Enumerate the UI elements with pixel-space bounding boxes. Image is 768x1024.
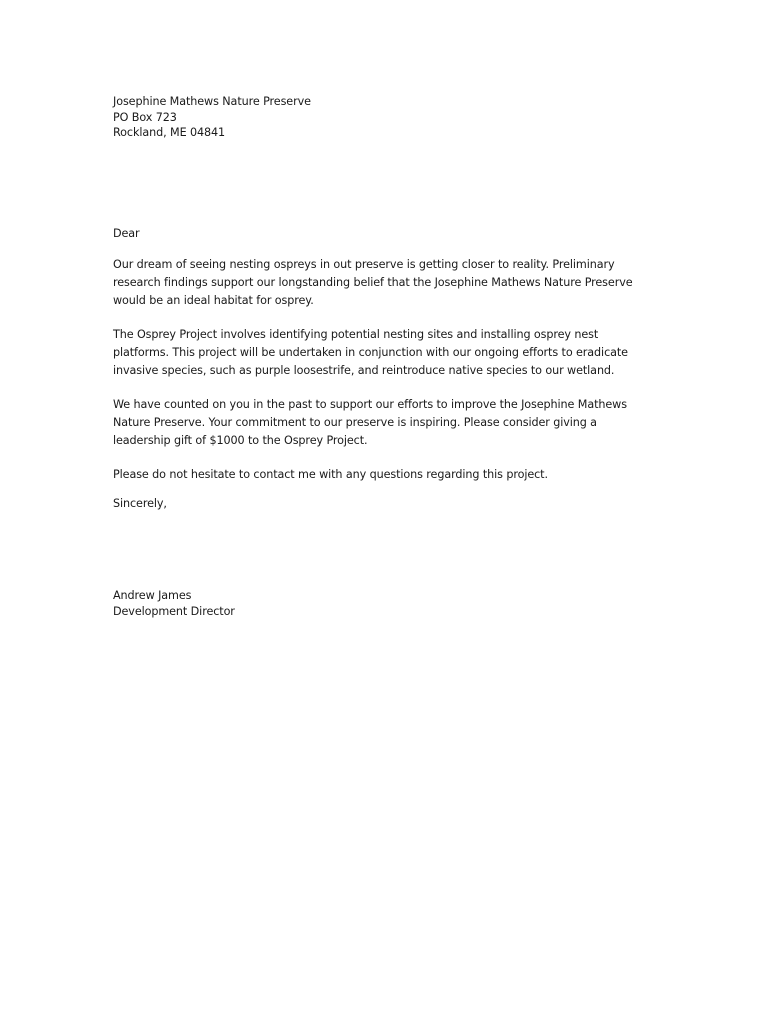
paragraph-contact: Please do not hesitate to contact me with any questions regarding this project. [113, 468, 548, 481]
salutation: Dear [113, 226, 140, 240]
signer-name: Andrew James [113, 588, 192, 602]
paragraph-request: We have counted on you in the past to support our efforts to improve the Josephine Mathews Nature Preserve. Your commitment to our preserve is inspiring. Please consider giving a leadership gift of $1000 to the Osprey Project. [113, 398, 627, 447]
paragraph-intro: Our dream of seeing nesting ospreys in out preserve is getting closer to reality. Preliminary research findings support our longstanding belief that the Josephine Mathews Nature Preserve would be an ideal habitat for osprey. [113, 258, 633, 307]
sender-street: PO Box 723 [113, 110, 177, 124]
sender-name: Josephine Mathews Nature Preserve [113, 95, 311, 108]
closing: Sincerely, [113, 497, 167, 510]
sender-address [113, 94, 648, 141]
sender-city-state-zip: Rockland, ME 04841 [113, 126, 226, 139]
letter-body [113, 94, 648, 620]
signature-block [113, 588, 648, 620]
signer-title: Development Director [113, 604, 235, 618]
signature-space [113, 512, 648, 588]
paragraph-project: The Osprey Project involves identifying potential nesting sites and installing osprey nest platforms. This project will be undertaken in conjunction with our ongoing efforts to eradicate invasive species, such as purple loosestrife, and reintroduce native species to our wetland. [113, 328, 628, 377]
